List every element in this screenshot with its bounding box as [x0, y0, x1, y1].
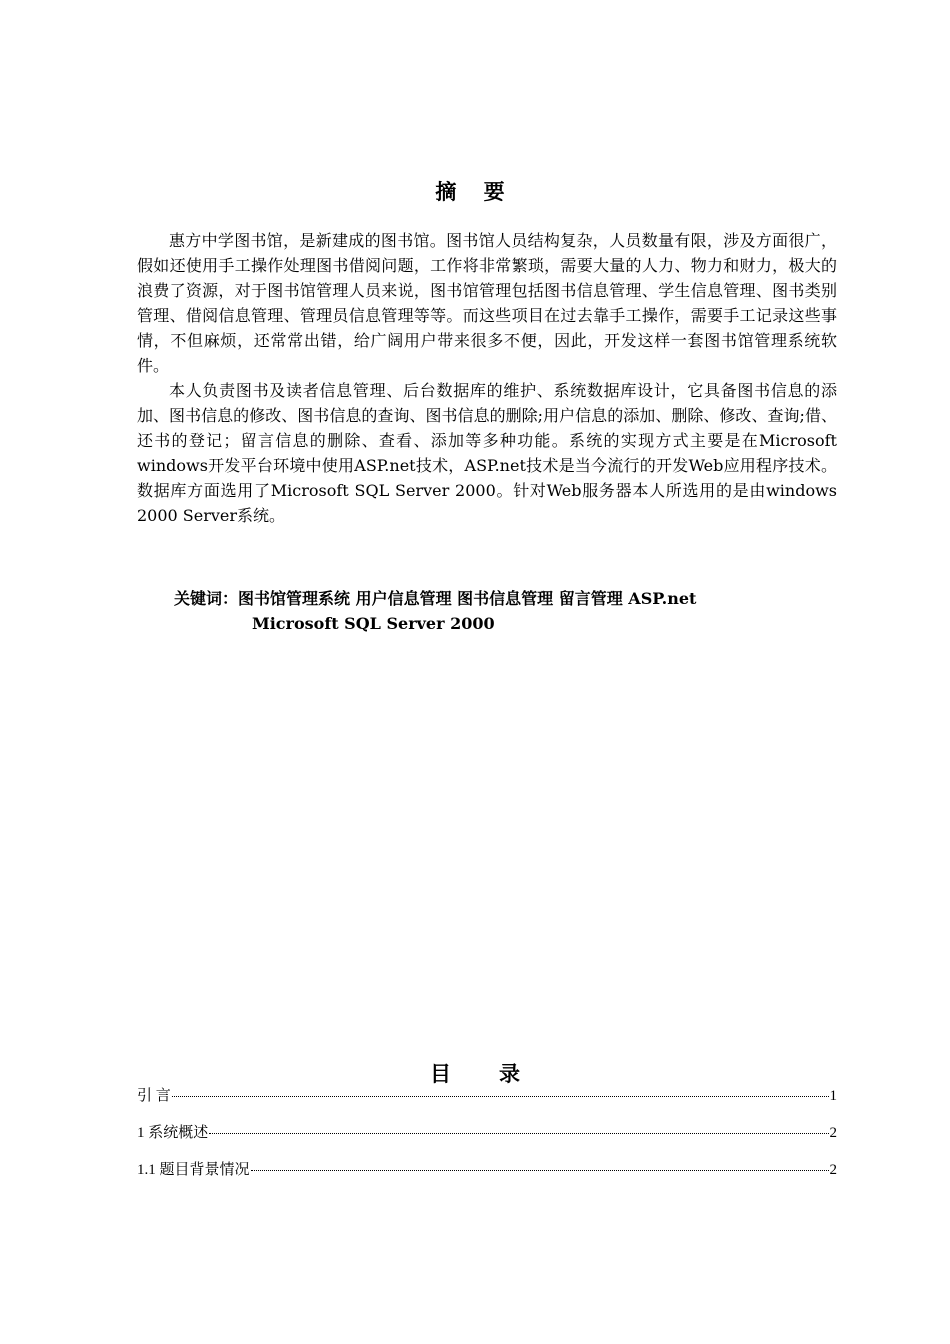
toc-leader-dots	[172, 1096, 829, 1097]
toc-item[interactable]	[137, 1158, 837, 1195]
toc-item[interactable]	[137, 1084, 837, 1121]
abstract-title: 摘 要	[435, 179, 515, 204]
keywords	[174, 586, 854, 636]
table-of-contents	[137, 1084, 837, 1195]
toc-leader-dots	[209, 1133, 828, 1134]
keywords-line-1: 关键词：图书馆管理系统 用户信息管理 图书信息管理 留言管理 ASP.net	[174, 589, 697, 608]
toc-item-page: 1	[829, 1088, 837, 1104]
toc-leader-dots	[251, 1170, 829, 1171]
toc-item-text: 1 系统概述	[137, 1125, 209, 1141]
toc-item-page: 2	[829, 1162, 837, 1178]
abstract-paragraph-2: 本人负责图书及读者信息管理、后台数据库的维护、系统数据库设计，它具备图书信息的添加、图书信息的修改、图书信息的查询、图书信息的删除;用户信息的添加、删除、修改、查询;借、还书的登记；留言信息的删除、查看、添加等多种功能。系统的实现方式主要是在Microsoft windows开发平台环境中使用ASP.net技术，ASP.net技术是当今流行的开发Web应用程序技术。数据库方面选用了Microsoft SQL Server 2000。针对Web服务器本人所选用的是由windows 2000 Server系统。	[137, 381, 837, 525]
abstract-body	[137, 228, 837, 528]
toc-item-text: 1.1 题目背景情况	[137, 1162, 250, 1178]
toc-item-page: 2	[829, 1125, 837, 1141]
toc-item-text: 引 言	[137, 1088, 171, 1104]
keywords-line-2: Microsoft SQL Server 2000	[252, 614, 495, 633]
abstract-paragraph-1: 惠方中学图书馆，是新建成的图书馆。图书馆人员结构复杂，人员数量有限，涉及方面很广，假如还使用手工操作处理图书借阅问题，工作将非常繁琐，需要大量的人力、物力和财力，极大的浪费了资源，对于图书馆管理人员来说，图书馆管理包括图书信息管理、学生信息管理、图书类别管理、借阅信息管理、管理员信息管理等等。而这些项目在过去靠手工操作，需要手工记录这些事情，不但麻烦，还常常出错，给广阔用户带来很多不便，因此，开发这样一套图书馆管理系统软件。	[137, 231, 837, 375]
toc-title: 目录	[430, 1061, 568, 1086]
toc-item[interactable]	[137, 1121, 837, 1158]
